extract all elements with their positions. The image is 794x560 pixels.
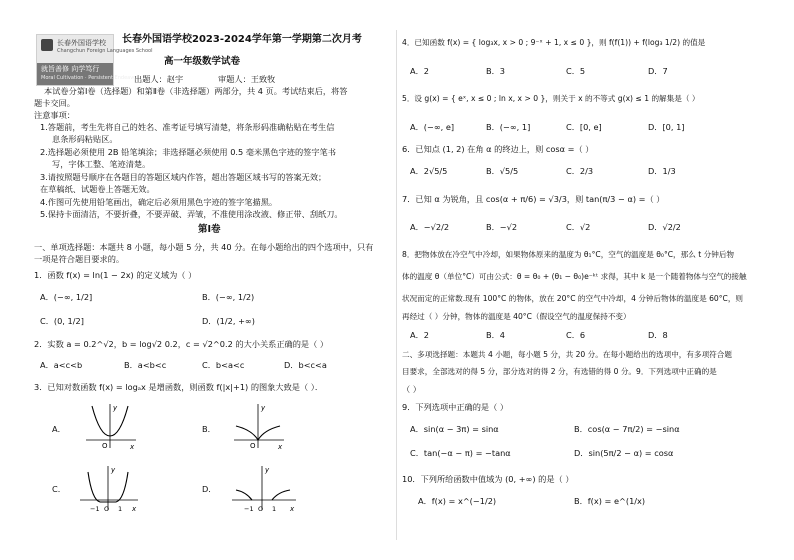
logo-motto-en: Moral Cultivation · Persistent Endeavor	[41, 75, 139, 81]
graph-b-x: x	[278, 443, 283, 451]
notice-2: 2.选择题必须使用 2B 铅笔填涂；非选择题必须使用 0.5 毫米黑色字迹的签字笔书	[40, 147, 336, 157]
graph-b-y: y	[261, 404, 266, 412]
q2-option-b: B．a<b<c	[124, 360, 167, 370]
section2-line-3: （ ）	[402, 384, 421, 394]
q10-stem: 10．下列所给函数中值域为 (0, +∞) 的是（ ）	[402, 474, 574, 484]
q8-option-a: A．2	[410, 330, 429, 340]
q6-option-b: B．√5/5	[486, 166, 519, 176]
intro-line-1: 本试卷分第Ⅰ卷（选择题）和第Ⅱ卷（非选择题）两部分，共 4 页。考试结束后，将答	[44, 86, 348, 96]
section2-line-2: 目要求，全部选对的得 5 分，部分选对的得 2 分，有选错的得 0 分。9．下列选项中正确的是	[402, 367, 717, 376]
notice-4: 4.作图可先使用铅笔画出，确定后必须用黑色字迹的签字笔描黑。	[40, 197, 278, 207]
q4-option-d: D．7	[648, 66, 668, 76]
q5-option-c: C．[0, e]	[566, 122, 602, 132]
q10-option-b: B．f(x) = e^(1/x)	[574, 496, 646, 506]
logo-motto: 就旨善修 向学笃行	[41, 65, 100, 73]
q7-option-a: A．−√2/2	[410, 222, 450, 232]
column-divider	[396, 30, 397, 540]
school-logo	[36, 34, 153, 86]
q9-stem: 9．下列选项中正确的是（ ）	[402, 402, 509, 412]
q4-option-c: C．5	[566, 66, 586, 76]
graph-d-origin: O	[258, 505, 264, 513]
notice-5: 5.保持卡面清洁，不要折叠，不要弄破、弄皱，不准使用涂改液、修正带、刮纸刀。	[40, 209, 343, 219]
q7-option-b: B．−√2	[486, 222, 518, 232]
q5-option-a: A．(−∞, e]	[410, 122, 455, 132]
reviewer-line: 审题人：王致牧	[218, 74, 276, 84]
logo-school-name: 长春外国语学校	[57, 39, 106, 47]
intro-line-2: 题卡交回。	[34, 98, 75, 108]
q3-option-a: A．	[52, 424, 66, 434]
graph-c-y: y	[111, 466, 116, 474]
q8-option-c: C．6	[566, 330, 586, 340]
q3-graph-c	[80, 464, 140, 512]
school-crest-icon	[41, 39, 53, 51]
notice-2b: 写，字体工整、笔迹清楚。	[52, 159, 151, 169]
q2-option-a: A．a<c<b	[40, 360, 83, 370]
notice-3b: 在草稿纸、试题卷上答题无效。	[40, 184, 155, 194]
graph-c-neg1: −1	[90, 505, 100, 513]
q1-option-b: B．(−∞, 1/2)	[202, 292, 255, 302]
q7-option-d: D．√2/2	[648, 222, 681, 232]
q8-line-1: 8．把物体放在冷空气中冷却，如果物体原来的温度为 θ₁°C，空气的温度是 θ₀°C，那么 t 分钟后物	[402, 250, 735, 259]
q3-graph-a	[86, 402, 138, 450]
q4-option-a: A．2	[410, 66, 429, 76]
logo-english-name: Changchun Foreign Languages School	[57, 48, 153, 54]
q2-stem: 2．实数 a = 0.2^√2，b = log√2 0.2，c = √2^0.2 的大小关系正确的是（ ）	[34, 339, 329, 349]
q8-line-4: 再经过（ ）分钟，物体的温度是 40°C（假设空气的温度保持不变）	[402, 312, 631, 321]
graph-d-y: y	[265, 466, 270, 474]
q9-option-a: A．sin(α − 3π) = sinα	[410, 424, 499, 434]
author-name: 赵宇	[166, 74, 184, 84]
q3-option-d: D．	[202, 484, 217, 494]
q5-stem: 5．设 g(x) = { eˣ, x ≤ 0 ; ln x, x > 0 }，则关于 x 的不等式 g(x) ≤ 1 的解集是（ ）	[402, 94, 700, 103]
graph-b-origin: O	[250, 442, 256, 450]
q3-graph-d	[232, 464, 298, 512]
section1-line-1: 一、单项选择题：本题共 8 小题，每小题 5 分，共 40 分。在每小题给出的四个选项中，只有	[34, 242, 374, 252]
q2-option-d: D．b<c<a	[284, 360, 327, 370]
q3-graph-b	[234, 402, 286, 450]
q6-option-c: C．2/3	[566, 166, 594, 176]
exam-subtitle: 高一年级数学试卷	[164, 56, 241, 67]
q7-option-c: C．√2	[566, 222, 591, 232]
section1-line-2: 一项是符合题目要求的。	[34, 254, 125, 264]
q5-option-d: D．[0, 1]	[648, 122, 685, 132]
reviewer-name: 王致牧	[250, 74, 276, 84]
graph-d-neg1: −1	[244, 505, 254, 513]
author-line: 出题人：赵宇	[134, 74, 184, 84]
q6-option-d: D．1/3	[648, 166, 676, 176]
section2-line-1: 二、多项选择题：本题共 4 小题，每小题 5 分，共 20 分。在每小题给出的选项中，有多项符合题	[402, 350, 732, 359]
exam-title: 长春外国语学校2023-2024学年第一学期第二次月考	[122, 34, 362, 45]
graph-a-y: y	[113, 404, 118, 412]
q3-option-b: B．	[202, 424, 216, 434]
graph-c-x: x	[132, 505, 137, 513]
q4-option-b: B．3	[486, 66, 506, 76]
graph-c-one: 1	[118, 505, 123, 513]
q9-option-c: C．tan(−α − π) = −tanα	[410, 448, 511, 458]
graph-d-x: x	[290, 505, 295, 513]
q10-option-a: A．f(x) = x^(−1/2)	[418, 496, 497, 506]
notice-1: 1.答题前，考生先将自己的姓名、准考证号填写清楚，将条形码准确粘贴在考生信	[40, 122, 335, 132]
graph-a-x: x	[130, 443, 135, 451]
q4-stem: 4．已知函数 f(x) = { log₃x, x > 0 ; 9⁻ˣ + 1, x ≤ 0 }，则 f(f(1)) + f(log₃ 1/2) 的值是	[402, 38, 706, 47]
q5-option-b: B．(−∞, 1]	[486, 122, 531, 132]
q8-option-d: D．8	[648, 330, 668, 340]
notice-title: 注意事项：	[34, 110, 75, 120]
q1-stem: 1．函数 f(x) = ln(1 − 2x) 的定义域为（ ）	[34, 270, 197, 280]
q3-stem: 3．已知对数函数 f(x) = logₐx 是增函数，则函数 f(|x|+1) 的图象大致是（ ）．	[34, 382, 324, 392]
notice-1b: 息条形码粘贴区。	[52, 134, 118, 144]
q1-option-d: D．(1/2, +∞)	[202, 316, 255, 326]
graph-a-origin: O	[102, 442, 108, 450]
q7-stem: 7．已知 α 为锐角，且 cos(α + π/6) = √3/3，则 tan(π/3 − α) =（ ）	[402, 194, 665, 204]
q9-option-d: D．sin(5π/2 − α) = cosα	[574, 448, 674, 458]
q6-stem: 6．已知点 (1, 2) 在角 α 的终边上，则 cosα =（ ）	[402, 144, 594, 154]
part-title: 第Ⅰ卷	[198, 224, 221, 235]
notice-3: 3.请按照题号顺序在各题目的答题区域内作答，超出答题区域书写的答案无效；	[40, 172, 327, 182]
graph-c-origin: O	[104, 505, 110, 513]
q6-option-a: A．2√5/5	[410, 166, 448, 176]
q8-line-3: 状况而定的正常数.现有 100°C 的物体，放在 20°C 的空气中冷却，4 分钟后物体的温度是 60°C，则	[402, 294, 744, 303]
q2-option-c: C．b<a<c	[202, 360, 245, 370]
q1-option-c: C．(0, 1/2]	[40, 316, 84, 326]
q9-option-b: B．cos(α − 7π/2) = −sinα	[574, 424, 680, 434]
q8-option-b: B．4	[486, 330, 506, 340]
curve-d	[236, 490, 290, 500]
q8-line-2: 体的温度 θ（单位°C）可由公式：θ = θ₀ + (θ₁ − θ₀)e⁻ᵏᵗ 求得，其中 k 是一个随着物体与空气的接触	[402, 272, 747, 281]
q3-option-c: C．	[52, 484, 66, 494]
graph-d-one: 1	[272, 505, 277, 513]
q1-option-a: A．(−∞, 1/2]	[40, 292, 93, 302]
